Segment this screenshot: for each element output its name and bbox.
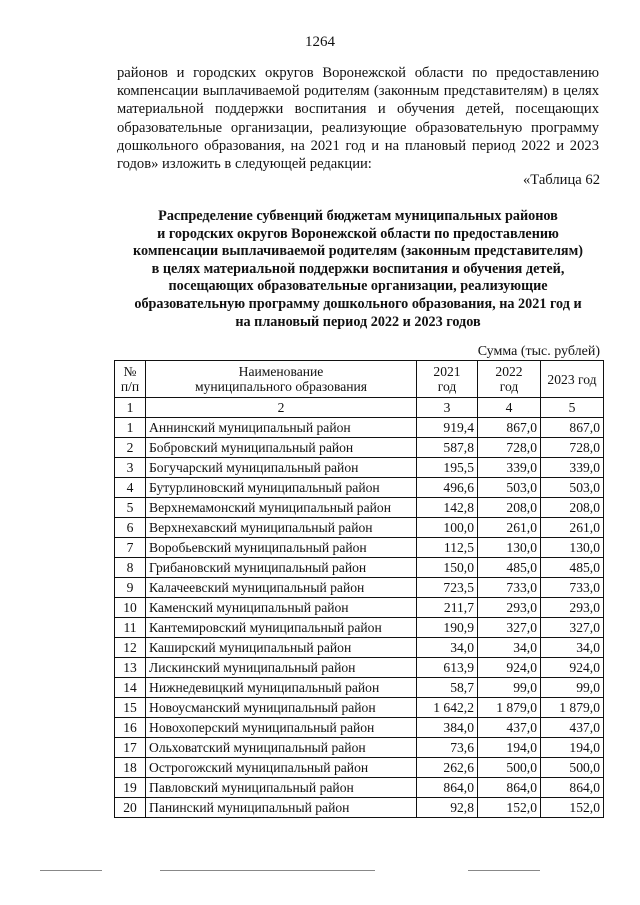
table-row bbox=[115, 578, 604, 598]
row-value-2021: 1 642,2 bbox=[417, 698, 478, 718]
row-value-2022: 500,0 bbox=[478, 758, 541, 778]
row-name: Верхнемамонский муниципальный район bbox=[146, 498, 417, 518]
table-row bbox=[115, 638, 604, 658]
caption-line: посещающих образовательные организации, реализующие bbox=[168, 278, 548, 295]
table-row bbox=[115, 698, 604, 718]
row-value-2022: 152,0 bbox=[478, 798, 541, 818]
header-name bbox=[146, 361, 417, 398]
row-value-2022: 728,0 bbox=[478, 438, 541, 458]
row-value-2022: 293,0 bbox=[478, 598, 541, 618]
table-row bbox=[115, 538, 604, 558]
row-value-2022: 34,0 bbox=[478, 638, 541, 658]
row-value-2023: 34,0 bbox=[541, 638, 604, 658]
row-name: Воробьевский муниципальный район bbox=[146, 538, 417, 558]
row-number: 17 bbox=[115, 738, 146, 758]
row-value-2021: 496,6 bbox=[417, 478, 478, 498]
table-row bbox=[115, 718, 604, 738]
table-row bbox=[115, 798, 604, 818]
row-value-2022: 339,0 bbox=[478, 458, 541, 478]
column-number: 1 bbox=[115, 398, 146, 418]
caption-line: Распределение субвенций бюджетам муниципальных районов bbox=[158, 208, 558, 224]
row-value-2021: 864,0 bbox=[417, 778, 478, 798]
row-value-2023: 864,0 bbox=[541, 778, 604, 798]
header-number-line1: № bbox=[123, 364, 137, 379]
row-name: Верхнехавский муниципальный район bbox=[146, 518, 417, 538]
table-reference: «Таблица 62 bbox=[522, 172, 600, 188]
row-value-2021: 211,7 bbox=[417, 598, 478, 618]
row-value-2022: 924,0 bbox=[478, 658, 541, 678]
caption-line: и городских округов Воронежской области по предоставлению bbox=[157, 225, 559, 242]
column-numbers-row bbox=[115, 398, 604, 418]
row-value-2022: 261,0 bbox=[478, 518, 541, 538]
row-number: 11 bbox=[115, 618, 146, 638]
table-row bbox=[115, 658, 604, 678]
table-row bbox=[115, 418, 604, 438]
row-name: Бутурлиновский муниципальный район bbox=[146, 478, 417, 498]
table-row bbox=[115, 598, 604, 618]
row-value-2023: 130,0 bbox=[541, 538, 604, 558]
column-number: 4 bbox=[478, 398, 541, 418]
row-name: Панинский муниципальный район bbox=[146, 798, 417, 818]
row-value-2023: 924,0 bbox=[541, 658, 604, 678]
row-name: Нижнедевицкий муниципальный район bbox=[146, 678, 417, 698]
header-name-line2: муниципального образования bbox=[194, 379, 368, 394]
subsidies-table bbox=[114, 360, 604, 818]
row-name: Павловский муниципальный район bbox=[146, 778, 417, 798]
row-number: 10 bbox=[115, 598, 146, 618]
row-value-2023: 194,0 bbox=[541, 738, 604, 758]
table-row bbox=[115, 758, 604, 778]
row-value-2023: 500,0 bbox=[541, 758, 604, 778]
row-value-2021: 150,0 bbox=[417, 558, 478, 578]
table-row bbox=[115, 498, 604, 518]
row-value-2021: 112,5 bbox=[417, 538, 478, 558]
header-2022-line1: 2022 bbox=[495, 364, 523, 379]
header-number-line2: п/п bbox=[120, 379, 140, 394]
row-number: 8 bbox=[115, 558, 146, 578]
table-row bbox=[115, 478, 604, 498]
row-number: 5 bbox=[115, 498, 146, 518]
row-number: 16 bbox=[115, 718, 146, 738]
row-value-2023: 485,0 bbox=[541, 558, 604, 578]
row-name: Бобровский муниципальный район bbox=[146, 438, 417, 458]
row-value-2021: 723,5 bbox=[417, 578, 478, 598]
row-number: 4 bbox=[115, 478, 146, 498]
row-name: Лискинский муниципальный район bbox=[146, 658, 417, 678]
caption-line: на плановый период 2022 и 2023 годов bbox=[235, 313, 481, 330]
footer-rule-left bbox=[40, 870, 102, 871]
row-value-2022: 503,0 bbox=[478, 478, 541, 498]
row-name: Ольховатский муниципальный район bbox=[146, 738, 417, 758]
footer-rule-middle bbox=[160, 870, 375, 871]
row-value-2022: 208,0 bbox=[478, 498, 541, 518]
row-value-2022: 327,0 bbox=[478, 618, 541, 638]
row-value-2021: 262,6 bbox=[417, 758, 478, 778]
row-value-2022: 99,0 bbox=[478, 678, 541, 698]
row-value-2023: 327,0 bbox=[541, 618, 604, 638]
row-name: Богучарский муниципальный район bbox=[146, 458, 417, 478]
page-number: 1264 bbox=[305, 34, 335, 50]
column-number: 3 bbox=[417, 398, 478, 418]
row-value-2023: 208,0 bbox=[541, 498, 604, 518]
row-value-2021: 384,0 bbox=[417, 718, 478, 738]
row-value-2021: 100,0 bbox=[417, 518, 478, 538]
row-number: 14 bbox=[115, 678, 146, 698]
footer-rule-right bbox=[468, 870, 540, 871]
row-name: Острогожский муниципальный район bbox=[146, 758, 417, 778]
header-2021-line1: 2021 bbox=[433, 364, 461, 379]
row-value-2023: 152,0 bbox=[541, 798, 604, 818]
row-name: Грибановский муниципальный район bbox=[146, 558, 417, 578]
row-number: 20 bbox=[115, 798, 146, 818]
header-2021-line2: год bbox=[437, 379, 457, 394]
caption-line: компенсации выплачиваемой родителям (законным представителям) bbox=[133, 243, 583, 260]
row-number: 9 bbox=[115, 578, 146, 598]
row-number: 15 bbox=[115, 698, 146, 718]
header-2022-line2: год bbox=[499, 379, 519, 394]
row-value-2021: 92,8 bbox=[417, 798, 478, 818]
table-row bbox=[115, 738, 604, 758]
intro-paragraph bbox=[117, 64, 599, 173]
row-value-2021: 34,0 bbox=[417, 638, 478, 658]
intro-text: районов и городских округов Воронежской области по предоставлению компенсации выплачиваемой родителям (законным представителям) в целях материальной поддержки воспитания и обучения детей, посещающих образовательные организации, реализующие образовательную программу дошкольного образования, на 2021 год и на плановый период 2022 и 2023 годов» изложить в следующей редакции: bbox=[117, 65, 599, 173]
row-name: Новоусманский муниципальный район bbox=[146, 698, 417, 718]
row-value-2021: 195,5 bbox=[417, 458, 478, 478]
table-row bbox=[115, 458, 604, 478]
row-number: 18 bbox=[115, 758, 146, 778]
row-name: Каменский муниципальный район bbox=[146, 598, 417, 618]
row-value-2022: 485,0 bbox=[478, 558, 541, 578]
table-row bbox=[115, 678, 604, 698]
table-header-row bbox=[115, 361, 604, 398]
caption-line: в целях материальной поддержки воспитания и обучения детей, bbox=[151, 260, 565, 277]
header-2023: 2023 год bbox=[541, 361, 604, 398]
table-row bbox=[115, 778, 604, 798]
row-number: 12 bbox=[115, 638, 146, 658]
row-name: Каширский муниципальный район bbox=[146, 638, 417, 658]
header-2021 bbox=[417, 361, 478, 398]
row-name: Новохоперский муниципальный район bbox=[146, 718, 417, 738]
row-value-2022: 130,0 bbox=[478, 538, 541, 558]
row-number: 3 bbox=[115, 458, 146, 478]
header-2022 bbox=[478, 361, 541, 398]
row-name: Кантемировский муниципальный район bbox=[146, 618, 417, 638]
row-value-2023: 99,0 bbox=[541, 678, 604, 698]
row-number: 1 bbox=[115, 418, 146, 438]
column-number: 2 bbox=[146, 398, 417, 418]
row-value-2023: 503,0 bbox=[541, 478, 604, 498]
row-value-2021: 190,9 bbox=[417, 618, 478, 638]
row-value-2021: 58,7 bbox=[417, 678, 478, 698]
row-number: 13 bbox=[115, 658, 146, 678]
row-value-2023: 261,0 bbox=[541, 518, 604, 538]
table-row bbox=[115, 438, 604, 458]
row-number: 7 bbox=[115, 538, 146, 558]
row-value-2021: 587,8 bbox=[417, 438, 478, 458]
row-value-2021: 919,4 bbox=[417, 418, 478, 438]
caption-line: образовательную программу дошкольного образования, на 2021 год и bbox=[134, 295, 582, 312]
row-value-2023: 733,0 bbox=[541, 578, 604, 598]
row-value-2021: 142,8 bbox=[417, 498, 478, 518]
row-value-2023: 437,0 bbox=[541, 718, 604, 738]
row-value-2022: 864,0 bbox=[478, 778, 541, 798]
table-row bbox=[115, 618, 604, 638]
units-label: Сумма (тыс. рублей) bbox=[477, 344, 600, 359]
row-value-2023: 339,0 bbox=[541, 458, 604, 478]
row-value-2021: 613,9 bbox=[417, 658, 478, 678]
row-value-2022: 733,0 bbox=[478, 578, 541, 598]
row-value-2023: 1 879,0 bbox=[541, 698, 604, 718]
table-caption bbox=[108, 208, 608, 331]
header-number bbox=[115, 361, 146, 398]
row-value-2022: 194,0 bbox=[478, 738, 541, 758]
row-value-2022: 437,0 bbox=[478, 718, 541, 738]
row-name: Калачеевский муниципальный район bbox=[146, 578, 417, 598]
table-row bbox=[115, 558, 604, 578]
row-value-2021: 73,6 bbox=[417, 738, 478, 758]
table-row bbox=[115, 518, 604, 538]
row-value-2022: 1 879,0 bbox=[478, 698, 541, 718]
header-name-line1: Наименование bbox=[238, 364, 324, 379]
row-name: Аннинский муниципальный район bbox=[146, 418, 417, 438]
row-number: 2 bbox=[115, 438, 146, 458]
row-value-2022: 867,0 bbox=[478, 418, 541, 438]
row-value-2023: 728,0 bbox=[541, 438, 604, 458]
row-value-2023: 293,0 bbox=[541, 598, 604, 618]
row-number: 6 bbox=[115, 518, 146, 538]
row-value-2023: 867,0 bbox=[541, 418, 604, 438]
column-number: 5 bbox=[541, 398, 604, 418]
row-number: 19 bbox=[115, 778, 146, 798]
